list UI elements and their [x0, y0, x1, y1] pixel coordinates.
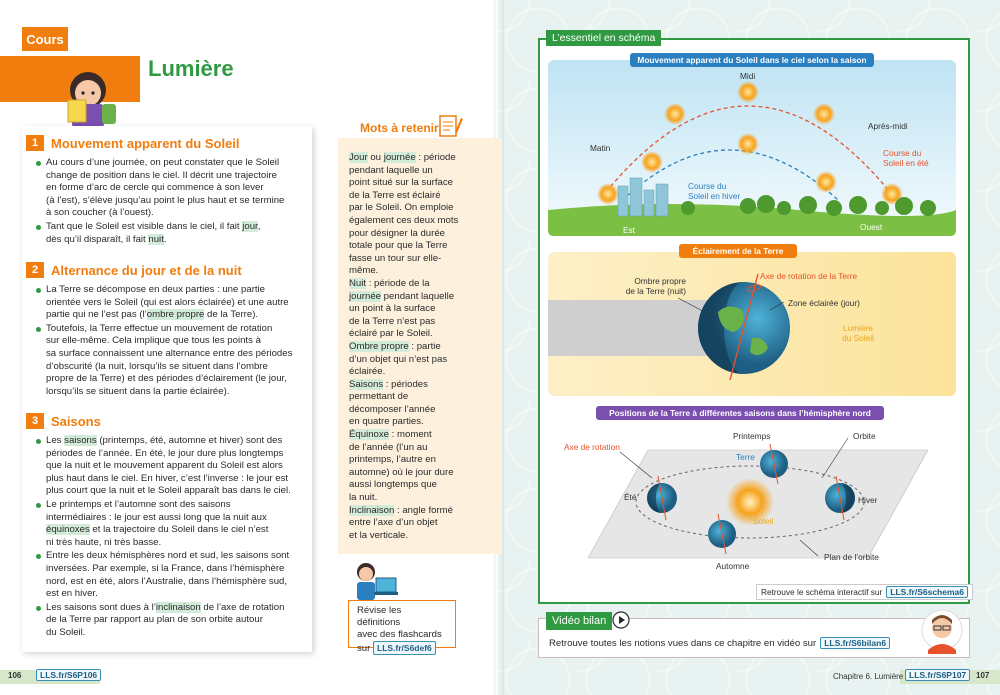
mots-line: la nuit. — [349, 492, 378, 504]
mots-line: d’un objet qui n’est pas — [349, 353, 448, 365]
label-orbite: Orbite — [853, 431, 876, 441]
mots-line: un point à la surface — [349, 303, 436, 315]
sun-icon — [737, 133, 759, 155]
label-matin: Matin — [590, 143, 611, 153]
mots-line: aussi longtemps que — [349, 479, 437, 491]
mots-definitions — [349, 152, 469, 542]
page-link-right[interactable]: LLS.fr/S6P107 — [905, 669, 970, 681]
sun-icon — [664, 103, 686, 125]
section-number: 1 — [26, 135, 44, 151]
bullet-item: Au cours d’une journée, on peut constater que le Soleil change de position dans le ciel. Il décrit une trajectoire en forme d’arc de cercle qui commence à son lever (à l’est), s’élève jusqu’au point le plus haut et se termine à son coucher (à l’ouest). — [36, 157, 304, 220]
label-printemps: Printemps — [733, 431, 771, 441]
mots-line: pour désigner la durée — [349, 227, 446, 239]
mots-line: journée pendant laquelle — [349, 290, 455, 302]
flashcards-sur: sur — [357, 643, 371, 654]
diagram1-banner: Mouvement apparent du Soleil dans le ciel selon la saison — [630, 53, 874, 67]
flashcards-link[interactable]: LLS.fr/S6def6 — [373, 641, 436, 655]
student-laptop-icon — [352, 560, 400, 602]
label-ombre-propre: Ombre propre de la Terre (nuit) — [625, 276, 686, 296]
mots-line: pendant laquelle un — [349, 164, 433, 176]
mots-line: printemps, l’autre en — [349, 454, 436, 466]
mots-line: éclairée. — [349, 366, 386, 378]
mots-line: par le Soleil. On emploie — [349, 202, 454, 214]
label-hiver: Hiver — [858, 495, 878, 505]
mots-line: point situé sur la surface — [349, 177, 453, 189]
mots-line: automne) où le jour dure — [349, 466, 454, 478]
teacher-avatar-icon — [920, 608, 964, 656]
retrouve-schema — [756, 584, 973, 600]
section-title: Mouvement apparent du Soleil — [51, 135, 240, 151]
bullet-item: Les saisons sont dues à l’inclinaison de l’axe de rotation de la Terre par rapport au plan de son orbite autour du Soleil. — [36, 602, 304, 640]
bullet-item: Toutefois, la Terre effectue un mouvement de rotation sur elle-même. Cela implique que tous les points à sa surface connaissent une alternance entre des périodes d’obscurité (la nuit, lorsqu’ils se situent dans l’ombre propre de la Terre) et des périodes d’éclairement (le jour, lorsqu’ils se situent dans la partie éclairée). — [36, 323, 304, 399]
mots-line: permettant de — [349, 391, 409, 403]
mots-line: éclairé par le Soleil. — [349, 328, 433, 340]
section-1-heading — [26, 135, 240, 151]
label-est: Est — [623, 225, 635, 235]
bullet-item: Tant que le Soleil est visible dans le ciel, il fait jour, dès qu’il disparaît, il fait nuit. — [36, 221, 304, 246]
label-course-ete: Course du Soleil en été — [883, 148, 929, 168]
section-3-heading — [26, 413, 101, 429]
video-description: Retrouve toutes les notions vues dans ce chapitre en vidéo sur — [549, 637, 817, 649]
reading-girl-icon — [52, 60, 124, 132]
footer-chapter: Chapitre 6. Lumière — [833, 672, 904, 681]
bullet-item: La Terre se décompose en deux parties : une partie orientée vers le Soleil (qui est alors éclairée) et une autre partie qui ne l’est pas (l’ombre propre de la Terre). — [36, 284, 304, 322]
mots-a-retenir-title: Mots à retenir — [360, 121, 439, 135]
mots-line: en quatre parties. — [349, 416, 424, 428]
flashcards-text-2: avec des flashcards — [357, 629, 442, 640]
page-number-right: 107 — [976, 671, 990, 680]
section-1-bullets — [36, 157, 304, 247]
section-number: 3 — [26, 413, 44, 429]
mots-line: de l’année (l’un au — [349, 441, 428, 453]
label-plan-orbite: Plan de l’orbite — [824, 552, 879, 562]
essentiel-tab: L’essentiel en schéma — [546, 30, 661, 46]
page-link-left[interactable]: LLS.fr/S6P106 — [36, 669, 101, 681]
flashcards-text-1: Révise les définitions — [357, 605, 402, 628]
schema-link[interactable]: LLS.fr/S6schema6 — [886, 586, 968, 598]
mots-line: Ombre propre : partie — [349, 340, 441, 352]
video-bilan-text — [549, 637, 890, 649]
diagram-earth-lighting — [548, 252, 956, 396]
sun-icon — [815, 171, 837, 193]
bullet-item: Entre les deux hémisphères nord et sud, les saisons sont inversées. Par exemple, si la France, dans l’hémisphère nord, est en été, alors l’Australie, dans l’hémisphère sud, est en hiver. — [36, 550, 304, 600]
label-soleil: Soleil — [753, 516, 774, 526]
label-ete: Été — [624, 492, 637, 502]
section-title: Saisons — [51, 413, 101, 429]
video-bilan-tab: Vidéo bilan — [546, 612, 612, 630]
label-midi: Midi — [740, 71, 756, 81]
label-ouest: Ouest — [860, 222, 883, 232]
sun-icon — [597, 183, 619, 205]
mots-line: totale pour que la Terre — [349, 240, 448, 252]
mots-line: même. — [349, 265, 379, 277]
section-2-bullets — [36, 284, 304, 399]
mots-line: Inclinaison : angle formé — [349, 504, 454, 516]
label-lumiere-soleil: Lumière du Soleil — [842, 323, 874, 343]
mots-line: et la verticale. — [349, 529, 409, 541]
label-automne: Automne — [716, 561, 750, 571]
bullet-item: Les saisons (printemps, été, automne et hiver) sont des périodes de l’année. En été, le jour dure plus longtemps que la nuit et le mouvement apparent du Soleil est alors plus haut dans le ciel. En hiver, c’est l’inverse : le jour est plus court que la nuit et le Soleil apparaît bas dans le ciel. — [36, 435, 304, 498]
sun-icon — [737, 81, 759, 103]
bullet-item: Le printemps et l’automne sont des saisons intermédiaires : le jour est aussi long que la nuit aux équinoxes et la trajectoire du Soleil dans le ciel n’est ni très haute, ni très basse. — [36, 499, 304, 549]
notepad-pencil-icon — [437, 112, 463, 140]
section-title: Alternance du jour et de la nuit — [51, 262, 242, 278]
section-3-bullets — [36, 435, 304, 641]
label-apres-midi: Après-midi — [868, 121, 908, 131]
section-number: 2 — [26, 262, 44, 278]
sun-icon — [641, 151, 663, 173]
mots-line: entre l’axe d’un objet — [349, 517, 438, 529]
label-axe-rotation-terre: Axe de rotation de la Terre — [760, 271, 858, 281]
sun-icon — [813, 103, 835, 125]
mots-line: Nuit : période de la — [349, 277, 430, 289]
mots-line: fasse un tour sur elle- — [349, 252, 442, 264]
flashcards-box — [348, 600, 456, 654]
play-icon[interactable] — [612, 611, 630, 629]
label-terre: Terre — [736, 452, 755, 462]
diagram3-banner: Positions de la Terre à différentes saisons dans l’hémisphère nord — [596, 406, 884, 420]
label-axe-rotation: Axe de rotation — [564, 442, 620, 452]
mots-line: de la Terre est éclairé — [349, 189, 441, 201]
label-course-hiver: Course du Soleil en hiver — [688, 181, 741, 201]
mots-line: Saisons : périodes — [349, 378, 428, 390]
section-2-heading — [26, 262, 242, 278]
page-number-left: 106 — [8, 671, 22, 680]
mots-line: Équinoxe : moment — [349, 429, 432, 441]
mots-line: décomposer l’année — [349, 403, 436, 415]
mots-line: Jour ou journée : période — [349, 152, 456, 163]
cours-tab: Cours — [22, 27, 68, 51]
diagram2-banner: Éclairement de la Terre — [679, 244, 797, 258]
retrouve-text: Retrouve le schéma interactif sur — [761, 587, 883, 597]
mots-line: également ces deux mots — [349, 214, 459, 226]
mots-line: de la Terre n’est pas — [349, 315, 436, 327]
video-link[interactable]: LLS.fr/S6bilan6 — [820, 637, 890, 649]
chapter-title: Lumière — [148, 56, 234, 81]
label-zone-eclairee: Zone éclairée (jour) — [788, 298, 860, 308]
